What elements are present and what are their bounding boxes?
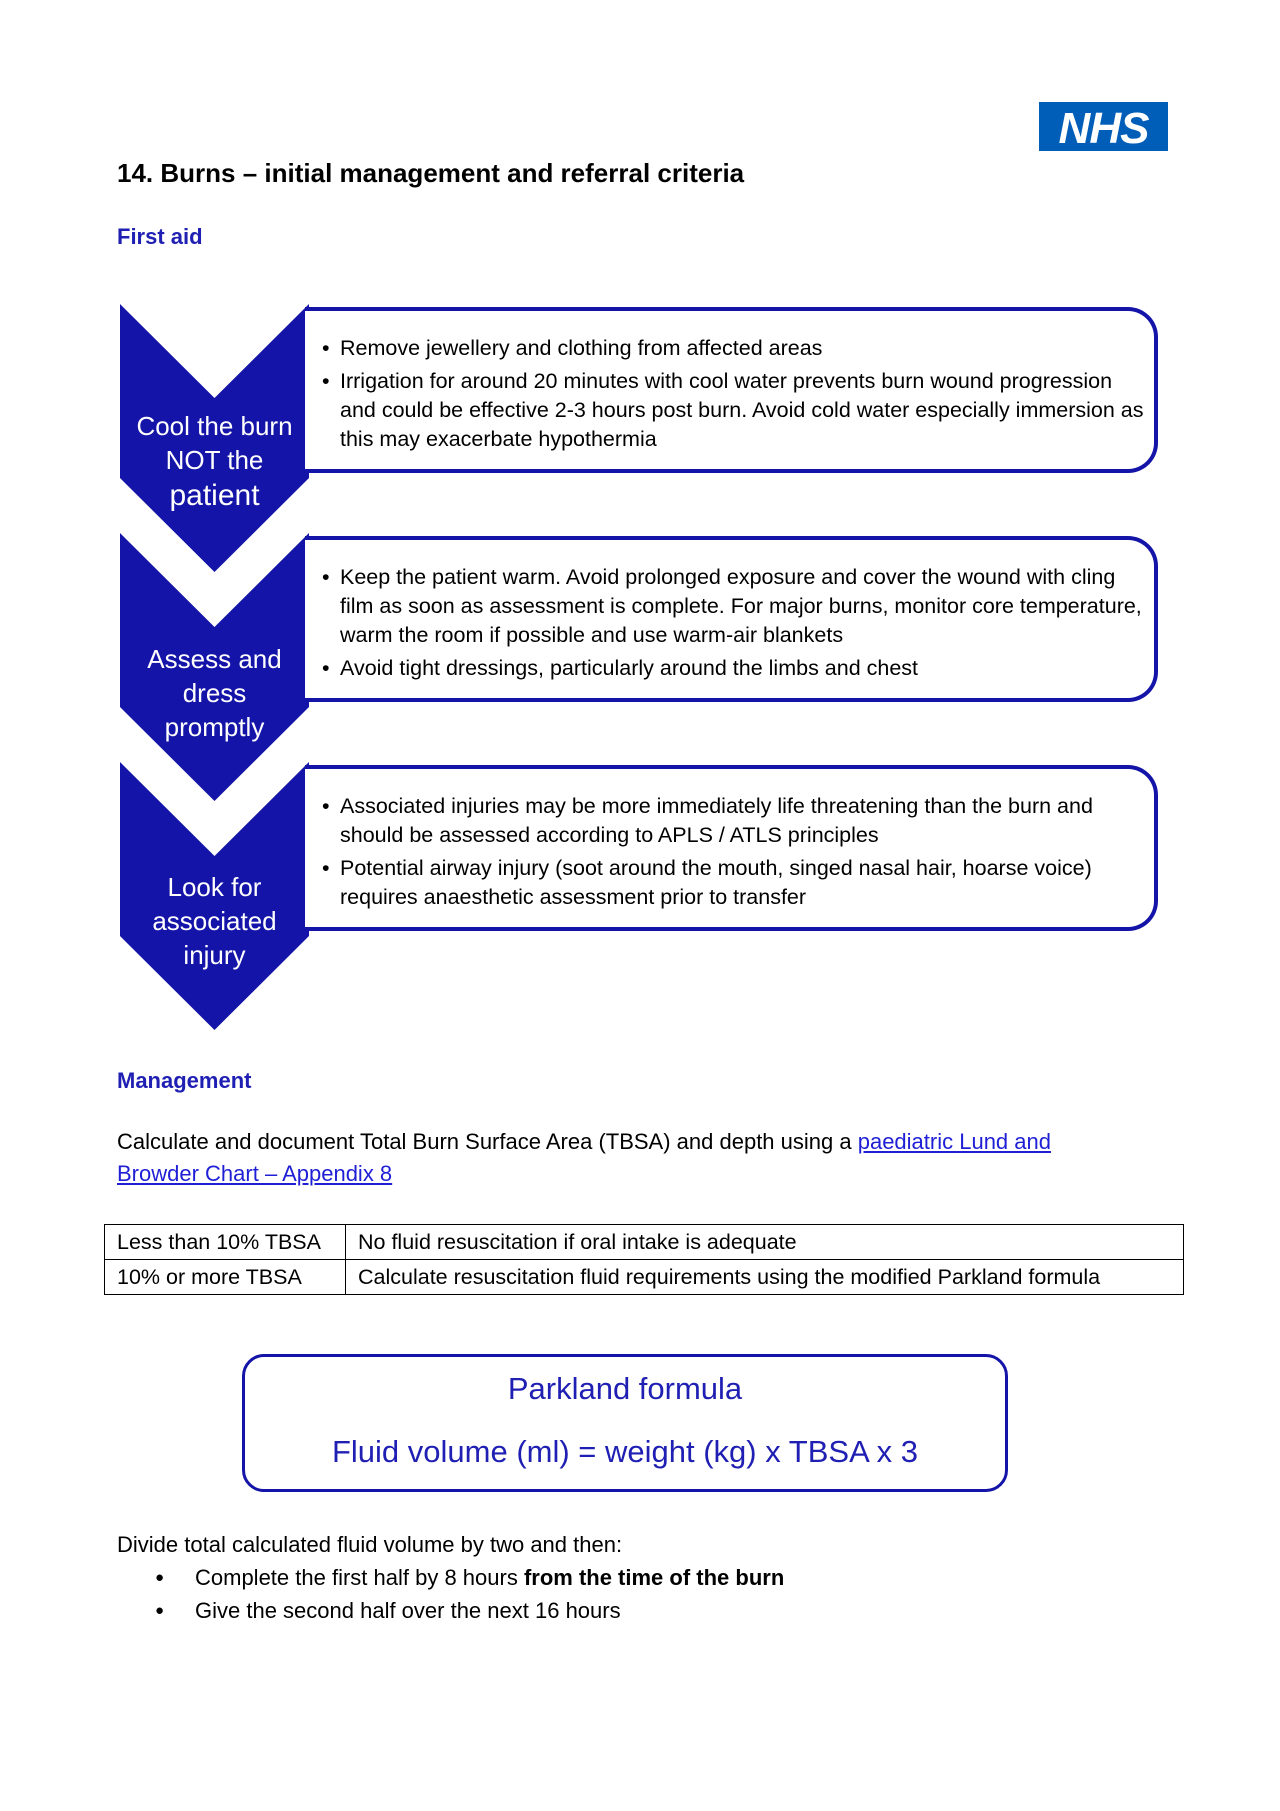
first-aid-heading: First aid [117, 224, 203, 249]
step-2-label [120, 642, 309, 744]
list-item: • Potential airway injury (soot around the mouth, singed nasal hair, hoarse voice) requires anaesthetic assessment prior to transfer [322, 854, 1152, 912]
table-row [105, 1260, 1184, 1295]
step-2-label-line-3: promptly [164, 712, 265, 742]
parkland-formula: Fluid volume (ml) = weight (kg) x TBSA x 3 [331, 1434, 919, 1469]
tbsa-intro-text: Calculate and document Total Burn Surface Area (TBSA) and depth using a [117, 1129, 858, 1154]
table-cell: Less than 10% TBSA [105, 1225, 346, 1260]
tbsa-intro [117, 1126, 1127, 1190]
table-row [105, 1225, 1184, 1260]
step-3-label-line-3: injury [183, 940, 246, 970]
lund-browder-chart-link[interactable]: paediatric Lund and Browder Chart – Appendix 8 [117, 1129, 1051, 1186]
step-1-label [120, 409, 309, 515]
divide-instruction: Divide total calculated fluid volume by two and then: [117, 1532, 623, 1557]
list-item: • Remove jewellery and clothing from affected areas [322, 334, 1152, 363]
list-item: • Associated injuries may be more immediately life threatening than the burn and should be assessed according to APLS / ATLS principles [322, 792, 1152, 850]
tbsa-table [104, 1224, 1184, 1295]
nhs-logo [1039, 102, 1168, 151]
step-1-label-line-3: patient [169, 479, 260, 512]
fluid-bullets [117, 1561, 1017, 1627]
list-item: • Irrigation for around 20 minutes with cool water prevents burn wound progression and could be effective 2-3 hours post burn. Avoid cold water especially immersion as this may exacerbate hypothermia [322, 367, 1152, 454]
parkland-title: Parkland formula [507, 1371, 743, 1406]
step-3-label-line-2: associated [152, 906, 277, 936]
list-item-bold-text: from the time of the burn [523, 1565, 785, 1590]
table-cell: Calculate resuscitation fluid requirements using the modified Parkland formula [346, 1260, 1184, 1295]
step-2-label-line-2: dress [182, 678, 247, 708]
step-2-label-line-1: Assess and [147, 644, 282, 674]
list-item: • Keep the patient warm. Avoid prolonged exposure and cover the wound with cling film as soon as assessment is complete. For major burns, monitor core temperature, warm the room if possible and use warm-air blankets [322, 563, 1152, 650]
parkland-formula-box [242, 1354, 1008, 1492]
management-heading: Management [117, 1068, 252, 1093]
nhs-logo-text: NHS [1058, 104, 1149, 151]
page-title: 14. Burns – initial management and referral criteria [117, 158, 745, 188]
step-3-label-line-1: Look for [167, 872, 262, 902]
table-cell: 10% or more TBSA [105, 1260, 346, 1295]
step-3-label [120, 870, 309, 972]
step-1-label-line-1: Cool the burn [136, 411, 293, 441]
list-item-text: Complete the first half by 8 hours [195, 1565, 524, 1590]
step-1-label-line-2: NOT the [165, 445, 264, 475]
list-item: • Avoid tight dressings, particularly around the limbs and chest [322, 654, 1152, 683]
step-1-bullets [322, 334, 1152, 458]
list-item [117, 1561, 1017, 1594]
list-item [117, 1594, 1017, 1627]
table-cell: No fluid resuscitation if oral intake is adequate [346, 1225, 1184, 1260]
list-item-text: Give the second half over the next 16 hours [195, 1598, 621, 1623]
step-2-bullets [322, 563, 1152, 687]
step-3-bullets [322, 792, 1152, 916]
